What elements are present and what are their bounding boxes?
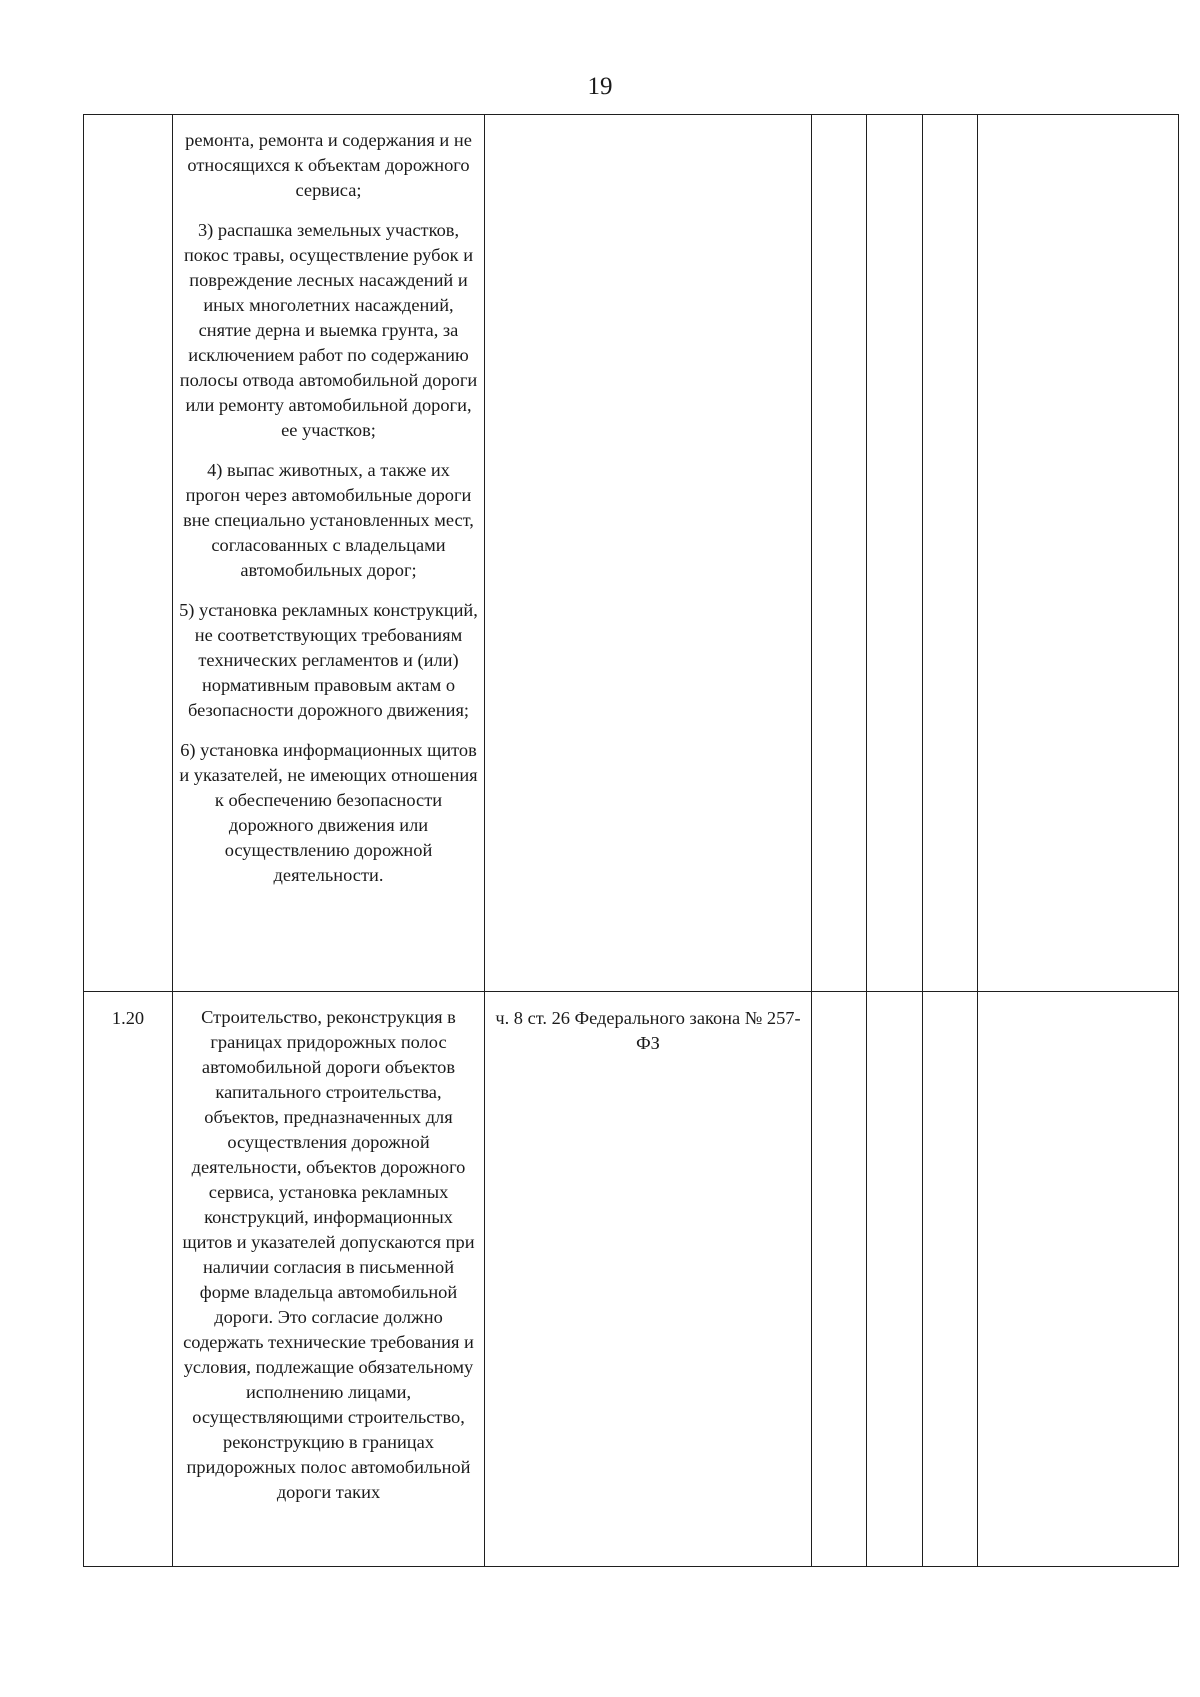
empty-cell bbox=[867, 992, 923, 1567]
legal-reference-cell bbox=[485, 115, 812, 992]
empty-cell bbox=[978, 115, 1179, 992]
requirement-paragraph: 3) распашка земельных участков, покос травы, осуществление рубок и повреждение лесных насаждений и иных многолетних насаждений, снятие дерна и выемка грунта, за исключением работ по содержанию полосы отвода автомобильной дороги или ремонту автомобильной дороги, ее участков; bbox=[179, 220, 478, 440]
empty-cell bbox=[867, 115, 923, 992]
requirement-cell bbox=[173, 992, 485, 1567]
requirement-paragraph: 6) установка информационных щитов и указателей, не имеющих отношения к обеспечению безопасности дорожного движения или осуществлению дорожной деятельности. bbox=[179, 740, 478, 885]
empty-cell bbox=[923, 992, 978, 1567]
empty-cell bbox=[812, 115, 867, 992]
requirement-paragraph: 5) установка рекламных конструкций, не соответствующих требованиям технических регламентов и (или) нормативным правовым актам о безопасности дорожного движения; bbox=[179, 600, 478, 720]
regulation-table bbox=[83, 114, 1179, 1567]
empty-cell bbox=[923, 115, 978, 992]
empty-cell bbox=[812, 992, 867, 1567]
requirement-paragraph: 4) выпас животных, а также их прогон через автомобильные дороги вне специально установленных мест, согласованных с владельцами автомобильных дорог; bbox=[183, 460, 474, 580]
item-number-cell: 1.20 bbox=[84, 992, 173, 1567]
requirement-paragraph: Строительство, реконструкция в границах придорожных полос автомобильной дороги объектов капитального строительства, объектов, предназначенных для осуществления дорожной деятельности, объектов дорожного сервиса, установка рекламных конструкций, информационных щитов и указателей допускаются при наличии согласия в письменной форме владельца автомобильной дороги. Это согласие должно содержать технические требования и условия, подлежащие обязательному исполнению лицами, осуществляющими строительство, реконструкцию в границах придорожных полос автомобильной дороги таких bbox=[182, 1007, 475, 1502]
item-number-cell bbox=[84, 115, 173, 992]
empty-cell bbox=[978, 992, 1179, 1567]
legal-reference-cell: ч. 8 ст. 26 Федерального закона № 257-ФЗ bbox=[485, 992, 812, 1567]
table-row bbox=[84, 115, 1179, 992]
requirement-paragraph: ремонта, ремонта и содержания и не относящихся к объектам дорожного сервиса; bbox=[185, 130, 472, 200]
table-row bbox=[84, 992, 1179, 1567]
requirement-cell bbox=[173, 115, 485, 992]
page-number: 19 bbox=[587, 73, 613, 100]
